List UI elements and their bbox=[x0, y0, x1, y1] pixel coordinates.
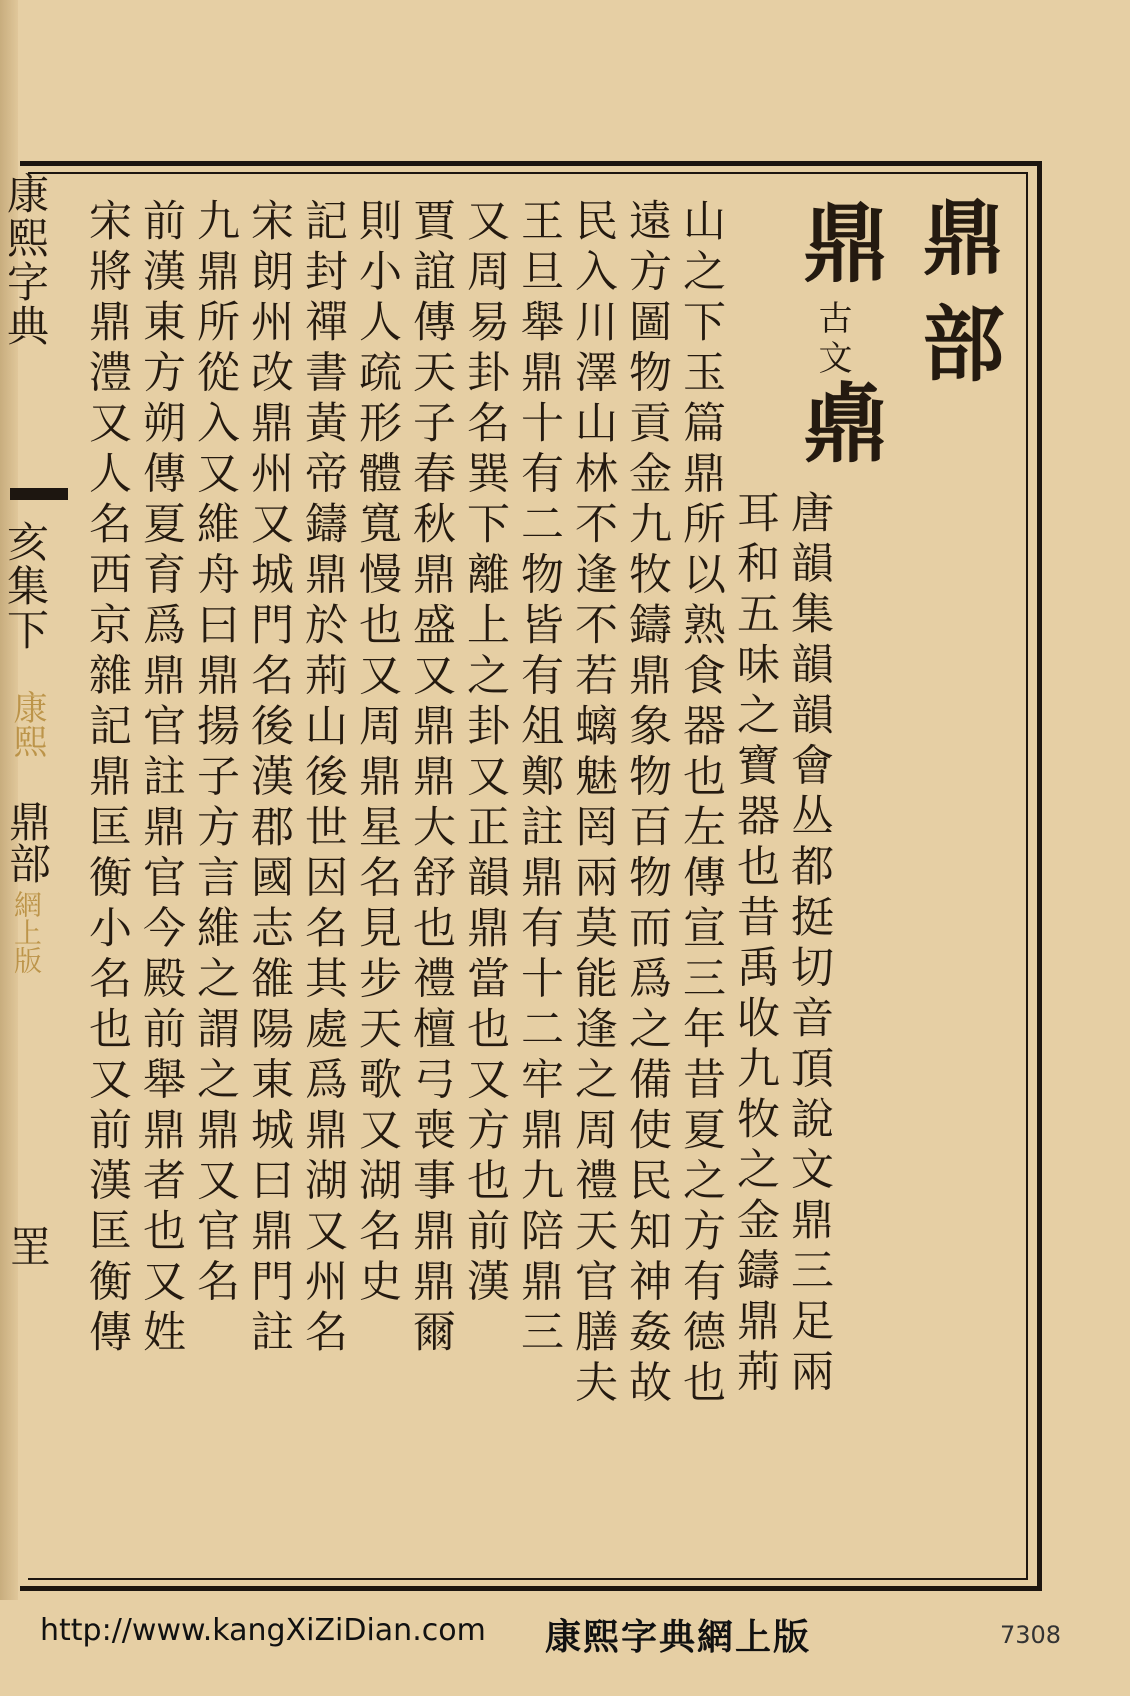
entry-column-10: 記封禪書黃帝鑄鼎於荊山後世因名其處爲鼎湖又州名 bbox=[298, 198, 348, 1360]
entry-column-8: 賈誼傳天子春秋鼎盛又鼎鼎大舒也禮檀弓喪事鼎鼎爾 bbox=[406, 198, 456, 1360]
entry-column-7: 又周易卦名巽下離上之卦又正韻鼎當也又方也前漢 bbox=[460, 198, 510, 1309]
sidebar-book-title: 康熙字典 bbox=[1, 172, 50, 348]
footer-page-number: 7308 bbox=[1000, 1621, 1062, 1649]
entry-column-2: 耳和五味之寶器也昔禹收九牧之金鑄鼎荊 bbox=[730, 490, 780, 1399]
sidebar-volume: 亥集下 bbox=[1, 520, 50, 652]
variant-character: 鼑 bbox=[788, 378, 889, 464]
entry-column-13: 前漢東方朔傳夏育爲鼎官註鼎官今殿前舉鼎者也又姓 bbox=[136, 198, 186, 1360]
entry-column-5: 民入川澤山林不逢不若螭魅罔兩莫能逢之周禮天官膳夫 bbox=[568, 198, 618, 1410]
sidebar-edition: 網上版 bbox=[10, 890, 43, 974]
footer bbox=[0, 1605, 1130, 1696]
entry-column-4: 遠方圖物貢金九牧鑄鼎象物百物而爲之備使民知神姦故 bbox=[622, 198, 672, 1410]
guwen-label: 古文 bbox=[812, 300, 852, 380]
footer-url[interactable]: http://www.kangXiZiDian.com bbox=[40, 1613, 486, 1648]
sidebar-section: 鼎部 bbox=[3, 800, 52, 884]
entry-column-1: 唐韻集韻韻會丛都挺切音頂說文鼎三足兩 bbox=[784, 490, 834, 1399]
entry-column-12: 九鼎所從入又維舟曰鼎揚子方言維之謂之鼎又官名 bbox=[190, 198, 240, 1309]
footer-site-name: 康熙字典網上版 bbox=[545, 1616, 812, 1658]
margin-bar bbox=[10, 488, 68, 500]
entry-column-14: 宋將鼎澧又人名西京雜記鼎匡衡小名也又前漢匡衡傳 bbox=[82, 198, 132, 1360]
sidebar-brand: 康熙 bbox=[7, 690, 47, 758]
head-character: 鼎 bbox=[788, 198, 889, 284]
sidebar-page-number: 罜 bbox=[3, 1225, 52, 1267]
entry-column-6: 王旦舉鼎十有二物皆有俎鄭註鼎有十二牢鼎九陪鼎三 bbox=[514, 198, 564, 1360]
entry-column-11: 宋朗州改鼎州又城門名後漢郡國志雒陽東城曰鼎門註 bbox=[244, 198, 294, 1360]
section-title: 鼎部 bbox=[909, 195, 1005, 407]
entry-column-3: 山之下玉篇鼎所以熟食器也左傳宣三年昔夏之方有德也 bbox=[676, 198, 726, 1410]
entry-column-9: 則小人疏形體寬慢也又周鼎星名見步天歌又湖名史 bbox=[352, 198, 402, 1309]
